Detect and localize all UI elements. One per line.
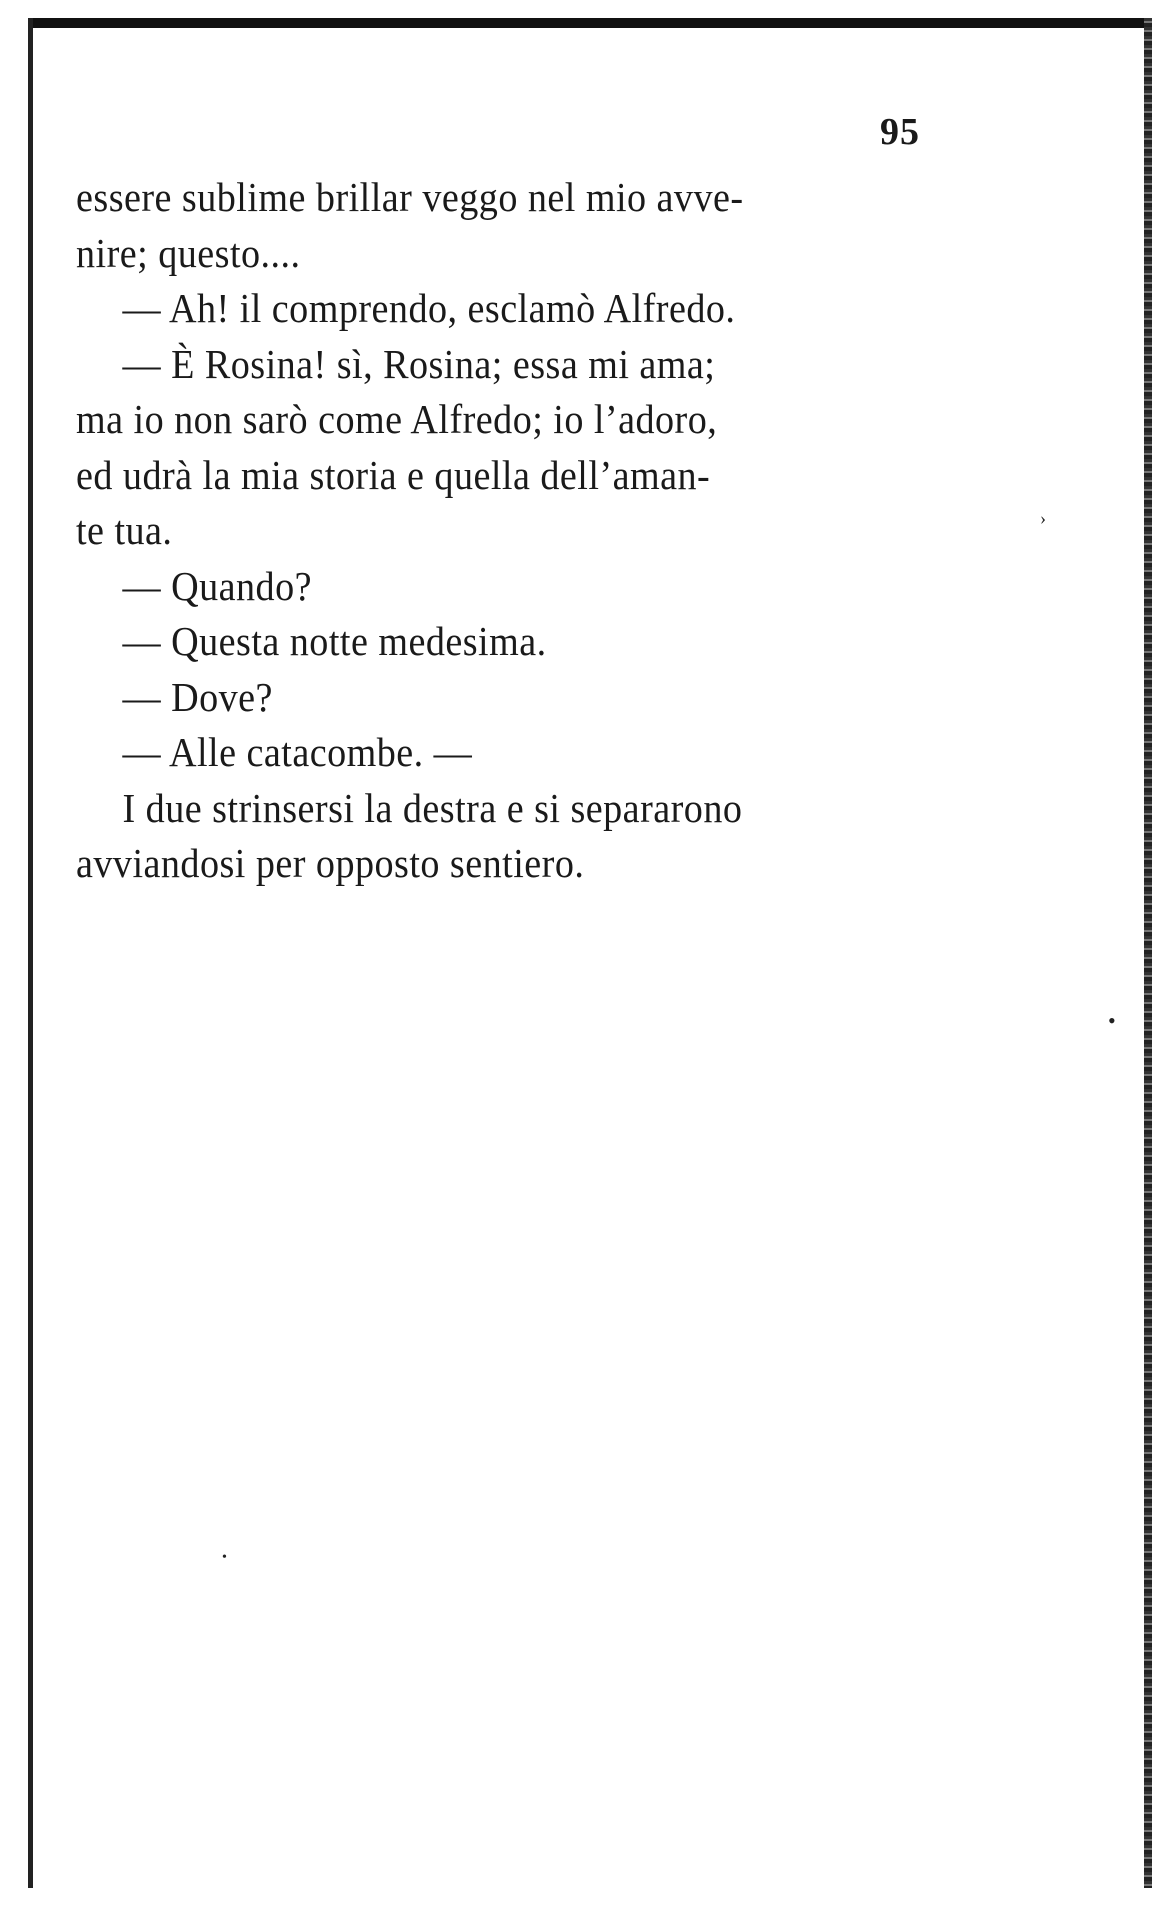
text-line: nire; questo.... xyxy=(76,229,301,276)
text-line: — Alle catacombe. — xyxy=(122,729,473,775)
text-line: — Questa notte medesima. xyxy=(122,618,547,664)
text-line: ma io non sarò come Alfredo; io l’adoro, xyxy=(76,396,718,442)
ink-speck: • xyxy=(222,1550,227,1565)
page-left-edge xyxy=(28,18,33,1888)
page-top-rule xyxy=(28,18,1148,28)
text-line: — Ah! il comprendo, esclamò Alfredo. xyxy=(122,285,736,331)
text-line: — Quando? xyxy=(122,562,313,609)
body-text xyxy=(76,170,976,892)
ink-speck: • xyxy=(1108,1008,1116,1033)
page-right-edge xyxy=(1144,18,1152,1888)
text-line: — Dove? xyxy=(122,673,273,720)
text-line: avviandosi per opposto sentiero. xyxy=(76,840,585,886)
text-line: te tua. xyxy=(76,507,173,553)
page-number: 95 xyxy=(880,111,920,153)
ink-speck: › xyxy=(1040,508,1046,528)
text-line: I due strinsersi la destra e si separarono xyxy=(122,784,743,831)
text-line: — È Rosina! sì, Rosina; essa mi ama; xyxy=(122,340,716,387)
text-line: ed udrà la mia storia e quella dell’aman- xyxy=(76,451,711,498)
text-line: essere sublime brillar veggo nel mio avve- xyxy=(76,174,744,220)
